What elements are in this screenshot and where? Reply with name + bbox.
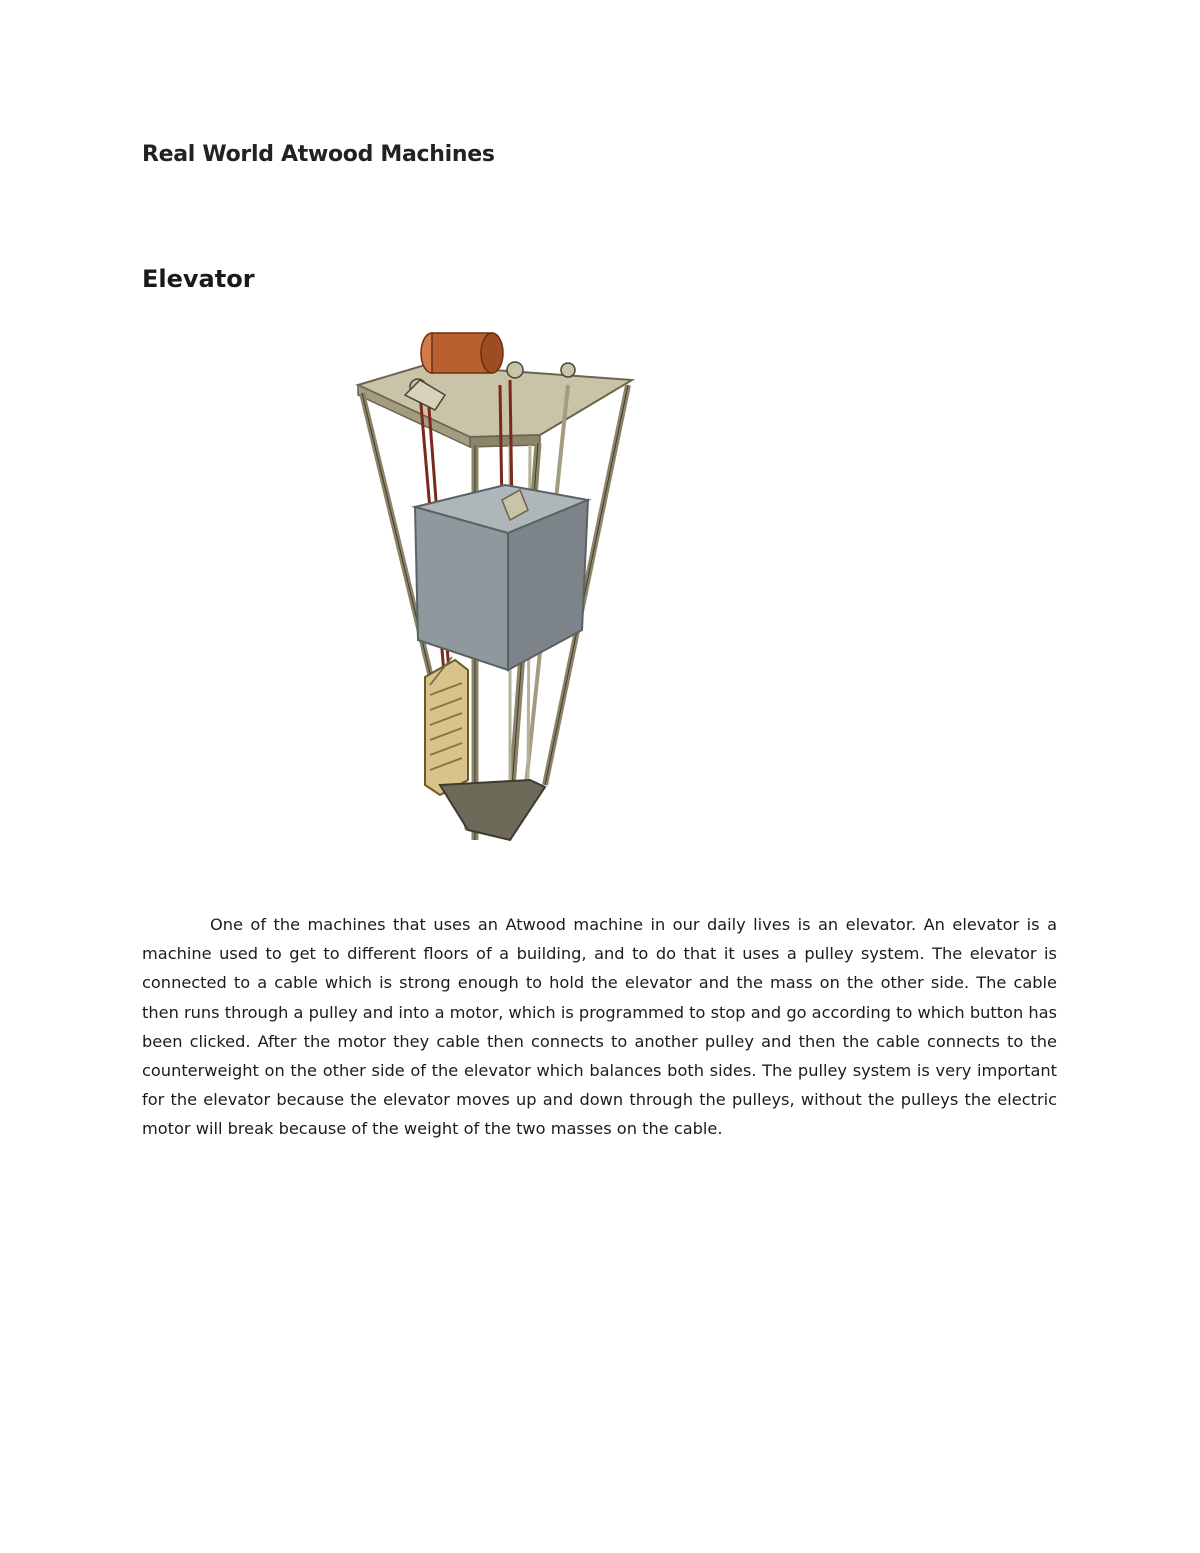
top-platform bbox=[358, 365, 632, 437]
page-title: Real World Atwood Machines bbox=[142, 142, 495, 167]
pulley-wheel bbox=[507, 362, 523, 378]
pulley-wheel bbox=[561, 363, 575, 377]
pit-floor bbox=[440, 780, 545, 840]
motor-end-back bbox=[481, 333, 503, 373]
elevator-illustration bbox=[350, 325, 640, 850]
car-front bbox=[415, 507, 508, 670]
elevator-pulley-system-icon bbox=[350, 325, 640, 850]
section-heading-elevator: Elevator bbox=[142, 265, 255, 293]
body-paragraph: One of the machines that uses an Atwood machine in our daily lives is an elevator. An elevator is a machine used to get to different floors of a building, and to do that it uses a pulley system. The elevator is connected to a cable which is strong enough to hold the elevator and the mass on the other side. The cable then runs through a pulley and into a motor, which is programmed to stop and go according to which button has been clicked. After the motor they cable then connects to another pulley and then the cable connects to the counterweight on the other side of the elevator which balances both sides. The pulley system is very important for the elevator because the elevator moves up and down through the pulleys, without the pulleys the electric motor will break because of the weight of the two masses on the cable. bbox=[142, 915, 1057, 1139]
